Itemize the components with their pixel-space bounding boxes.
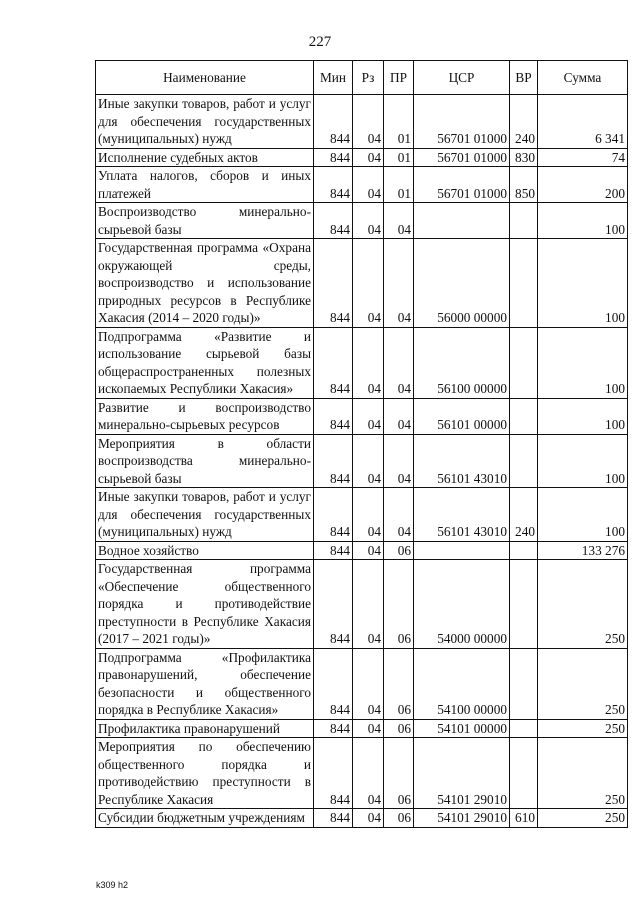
table-row bbox=[96, 488, 628, 542]
row-sum: 74 bbox=[538, 148, 628, 167]
row-sum: 133 276 bbox=[538, 541, 628, 560]
row-sum: 100 bbox=[538, 239, 628, 328]
row-min: 844 bbox=[314, 434, 353, 488]
row-name: Государственная программа «Обеспечение общественного порядка и противодействие преступности в Республике Хакасия (2017 – 2021 годы)» bbox=[96, 560, 314, 649]
row-vr bbox=[510, 560, 538, 649]
row-csr: 54101 29010 bbox=[414, 738, 510, 809]
row-rz: 04 bbox=[353, 434, 384, 488]
row-vr bbox=[510, 434, 538, 488]
row-name: Воспроизводство минерально-сырьевой базы bbox=[96, 203, 314, 239]
page-number: 227 bbox=[308, 34, 332, 50]
row-vr: 240 bbox=[510, 488, 538, 542]
row-sum: 250 bbox=[538, 809, 628, 828]
table-row bbox=[96, 398, 628, 434]
header-sum: Сумма bbox=[538, 61, 628, 95]
row-csr: 54101 00000 bbox=[414, 719, 510, 738]
table-row bbox=[96, 239, 628, 328]
row-rz: 04 bbox=[353, 203, 384, 239]
row-min: 844 bbox=[314, 541, 353, 560]
row-pr: 01 bbox=[384, 167, 414, 203]
row-csr: 56701 01000 bbox=[414, 148, 510, 167]
row-csr: 56101 43010 bbox=[414, 488, 510, 542]
row-sum: 250 bbox=[538, 560, 628, 649]
row-vr bbox=[510, 327, 538, 398]
row-name: Государственная программа «Охрана окружающей среды, воспроизводство и использование природных ресурсов в Республике Хакасия (2014 – 2020 годы)» bbox=[96, 239, 314, 328]
footer-code: k309 h2 bbox=[96, 880, 129, 890]
table-header-row bbox=[96, 61, 628, 95]
row-csr: 56101 43010 bbox=[414, 434, 510, 488]
row-rz: 04 bbox=[353, 809, 384, 828]
row-sum: 250 bbox=[538, 738, 628, 809]
row-vr bbox=[510, 239, 538, 328]
row-rz: 04 bbox=[353, 488, 384, 542]
row-name: Подпрограмма «Развитие и использование сырьевой базы общераспространенных полезных ископаемых Республики Хакасия» bbox=[96, 327, 314, 398]
row-pr: 06 bbox=[384, 560, 414, 649]
table-row bbox=[96, 560, 628, 649]
row-sum: 200 bbox=[538, 167, 628, 203]
row-min: 844 bbox=[314, 327, 353, 398]
header-pr: ПР bbox=[384, 61, 414, 95]
row-rz: 04 bbox=[353, 648, 384, 719]
row-pr: 04 bbox=[384, 398, 414, 434]
row-min: 844 bbox=[314, 239, 353, 328]
row-name: Мероприятия в области воспроизводства минерально-сырьевой базы bbox=[96, 434, 314, 488]
table-row bbox=[96, 719, 628, 738]
header-rz: Рз bbox=[353, 61, 384, 95]
row-pr: 04 bbox=[384, 488, 414, 542]
row-rz: 04 bbox=[353, 239, 384, 328]
row-sum: 100 bbox=[538, 398, 628, 434]
row-min: 844 bbox=[314, 560, 353, 649]
row-pr: 04 bbox=[384, 239, 414, 328]
row-vr: 830 bbox=[510, 148, 538, 167]
table-row bbox=[96, 167, 628, 203]
row-pr: 06 bbox=[384, 648, 414, 719]
row-vr bbox=[510, 203, 538, 239]
table-row bbox=[96, 541, 628, 560]
row-pr: 04 bbox=[384, 203, 414, 239]
row-vr: 850 bbox=[510, 167, 538, 203]
row-pr: 04 bbox=[384, 434, 414, 488]
row-rz: 04 bbox=[353, 167, 384, 203]
header-csr: ЦСР bbox=[414, 61, 510, 95]
row-csr: 56101 00000 bbox=[414, 398, 510, 434]
row-name: Подпрограмма «Профилактика правонарушений, обеспечение безопасности и общественного порядка в Республике Хакасия» bbox=[96, 648, 314, 719]
row-vr: 240 bbox=[510, 95, 538, 149]
row-rz: 04 bbox=[353, 95, 384, 149]
row-csr: 54000 00000 bbox=[414, 560, 510, 649]
row-rz: 04 bbox=[353, 719, 384, 738]
row-rz: 04 bbox=[353, 327, 384, 398]
table-row bbox=[96, 327, 628, 398]
row-csr: 56000 00000 bbox=[414, 239, 510, 328]
row-csr bbox=[414, 203, 510, 239]
row-vr bbox=[510, 541, 538, 560]
table-row bbox=[96, 95, 628, 149]
row-csr bbox=[414, 541, 510, 560]
row-min: 844 bbox=[314, 809, 353, 828]
table-row bbox=[96, 148, 628, 167]
row-pr: 06 bbox=[384, 541, 414, 560]
row-sum: 100 bbox=[538, 434, 628, 488]
row-sum: 100 bbox=[538, 203, 628, 239]
row-min: 844 bbox=[314, 148, 353, 167]
header-min: Мин bbox=[314, 61, 353, 95]
table-row bbox=[96, 203, 628, 239]
row-name: Развитие и воспроизводство минерально-сырьевых ресурсов bbox=[96, 398, 314, 434]
row-name: Иные закупки товаров, работ и услуг для обеспечения государственных (муниципальных) нужд bbox=[96, 95, 314, 149]
row-csr: 56100 00000 bbox=[414, 327, 510, 398]
table-row bbox=[96, 648, 628, 719]
row-sum: 250 bbox=[538, 719, 628, 738]
row-pr: 01 bbox=[384, 148, 414, 167]
row-rz: 04 bbox=[353, 148, 384, 167]
row-pr: 06 bbox=[384, 809, 414, 828]
row-min: 844 bbox=[314, 719, 353, 738]
row-min: 844 bbox=[314, 648, 353, 719]
row-name: Мероприятия по обеспечению общественного порядка и противодействию преступности в Республике Хакасия bbox=[96, 738, 314, 809]
row-min: 844 bbox=[314, 488, 353, 542]
row-name: Иные закупки товаров, работ и услуг для обеспечения государственных (муниципальных) нужд bbox=[96, 488, 314, 542]
row-vr bbox=[510, 648, 538, 719]
budget-table bbox=[95, 60, 628, 828]
row-vr bbox=[510, 719, 538, 738]
row-sum: 250 bbox=[538, 648, 628, 719]
row-pr: 06 bbox=[384, 738, 414, 809]
row-pr: 01 bbox=[384, 95, 414, 149]
row-rz: 04 bbox=[353, 541, 384, 560]
row-pr: 04 bbox=[384, 327, 414, 398]
row-csr: 54101 29010 bbox=[414, 809, 510, 828]
row-name: Исполнение судебных актов bbox=[96, 148, 314, 167]
table-row bbox=[96, 434, 628, 488]
row-name: Субсидии бюджетным учреждениям bbox=[96, 809, 314, 828]
row-name: Водное хозяйство bbox=[96, 541, 314, 560]
row-rz: 04 bbox=[353, 738, 384, 809]
row-name: Профилактика правонарушений bbox=[96, 719, 314, 738]
row-min: 844 bbox=[314, 203, 353, 239]
row-csr: 56701 01000 bbox=[414, 167, 510, 203]
row-rz: 04 bbox=[353, 398, 384, 434]
row-min: 844 bbox=[314, 167, 353, 203]
table-row bbox=[96, 738, 628, 809]
header-vr: ВР bbox=[510, 61, 538, 95]
row-vr bbox=[510, 398, 538, 434]
row-min: 844 bbox=[314, 95, 353, 149]
row-vr: 610 bbox=[510, 809, 538, 828]
row-sum: 100 bbox=[538, 488, 628, 542]
row-csr: 56701 01000 bbox=[414, 95, 510, 149]
row-min: 844 bbox=[314, 398, 353, 434]
row-vr bbox=[510, 738, 538, 809]
row-name: Уплата налогов, сборов и иных платежей bbox=[96, 167, 314, 203]
row-sum: 6 341 bbox=[538, 95, 628, 149]
row-pr: 06 bbox=[384, 719, 414, 738]
row-sum: 100 bbox=[538, 327, 628, 398]
row-min: 844 bbox=[314, 738, 353, 809]
row-csr: 54100 00000 bbox=[414, 648, 510, 719]
header-name: Наименование bbox=[96, 61, 314, 95]
table-row bbox=[96, 809, 628, 828]
row-rz: 04 bbox=[353, 560, 384, 649]
